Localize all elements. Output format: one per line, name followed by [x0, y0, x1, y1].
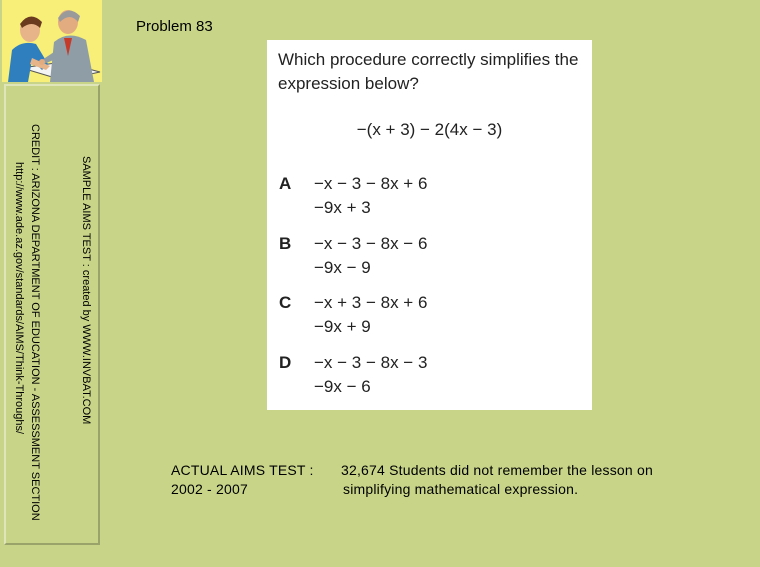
credit-text: CREDIT : ARIZONA DEPARTMENT OF EDUCATION - ASSESSMENT SECTION: [29, 124, 41, 521]
option-a-step1[interactable]: −x − 3 − 8x + 6: [314, 174, 428, 193]
option-d-step1[interactable]: −x − 3 − 8x − 3: [314, 353, 428, 372]
footer-statistic-cont: simplifying mathematical expression.: [343, 481, 579, 497]
problem-title: Problem 83: [136, 18, 213, 35]
option-c-letter[interactable]: C: [279, 293, 292, 312]
question-text: Which procedure correctly simplifies the expression below?: [278, 50, 579, 93]
option-c-step2[interactable]: −9x + 9: [314, 317, 371, 336]
sample-test-credit: SAMPLE AIMS TEST : created by WWW.INVBAT.COM: [80, 156, 92, 425]
option-d-step2[interactable]: −9x − 6: [314, 377, 371, 396]
expression: −(x + 3) − 2(4x − 3): [356, 120, 503, 139]
teacher-student-icon: [2, 0, 102, 82]
footer-statistic: 32,674 Students did not remember the lesson on: [341, 462, 653, 478]
option-b-step1[interactable]: −x − 3 − 8x − 6: [314, 234, 428, 253]
option-a-step2[interactable]: −9x + 3: [314, 198, 371, 217]
footer-label: ACTUAL AIMS TEST :: [171, 462, 314, 478]
option-c-step1[interactable]: −x + 3 − 8x + 6: [314, 293, 428, 312]
option-b-letter[interactable]: B: [279, 234, 292, 253]
source-url-text: http://www.ade.az.gov/standards/AIMS/Think-Throughs/: [13, 162, 25, 435]
teacher-student-logo: [2, 0, 102, 82]
footer-years: 2002 - 2007: [171, 481, 248, 497]
option-a-letter[interactable]: A: [279, 174, 292, 193]
sidebar: [0, 0, 104, 549]
option-b-step2[interactable]: −9x − 9: [314, 258, 371, 277]
question-card: [267, 40, 592, 410]
option-d-letter[interactable]: D: [279, 353, 292, 372]
